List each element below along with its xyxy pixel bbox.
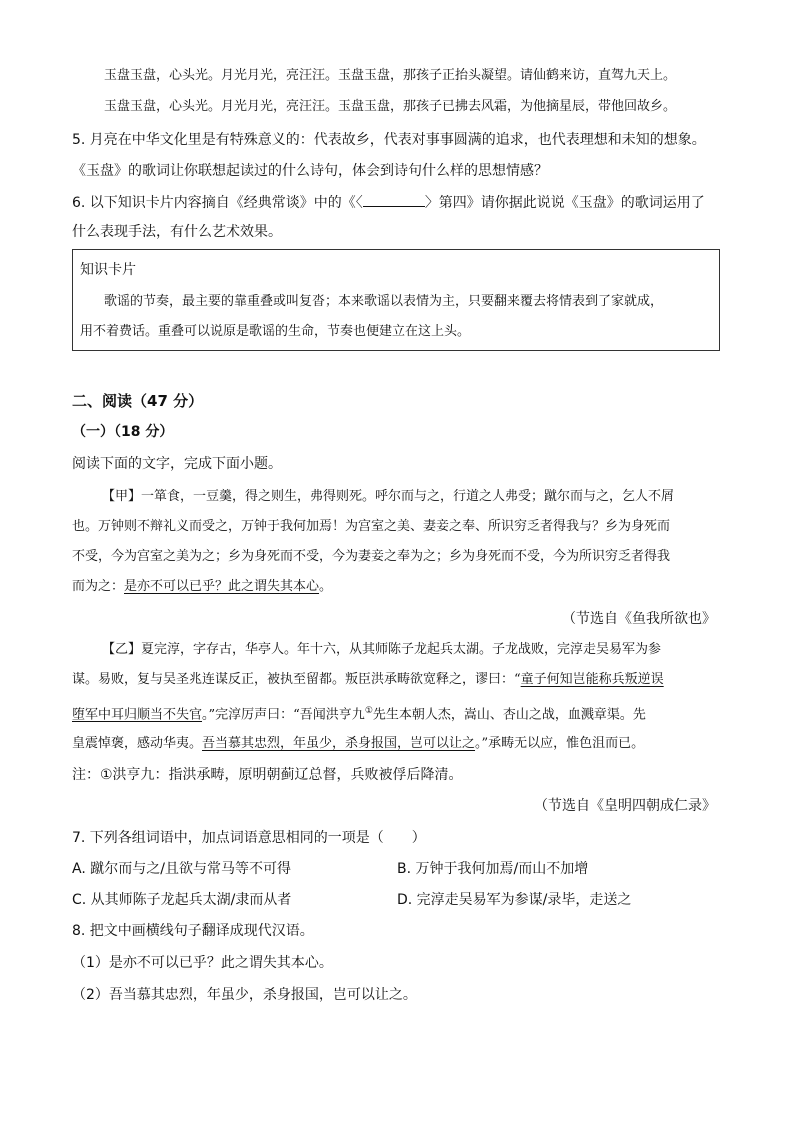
question-8-sentence-2: （2）吾当慕其忠烈，年虽少，杀身报国，岂可以让之。 <box>72 987 417 1003</box>
question-6-line-2: 什么表现手法，有什么艺术效果。 <box>72 224 282 240</box>
question-6-line-1 <box>72 192 705 213</box>
passage-yi-line-2-pre: 谋。易败，复与吴圣兆连谋反正，被执至留都。叛臣洪承畴欲宽释之，谬曰：“ <box>72 672 521 687</box>
passage-yi-line-1: 【乙】夏完淳，字存古，华亭人。年十六，从其师陈子龙起兵太湖。子龙战败，完淳走吴易军为参 <box>102 642 662 657</box>
passage-yi-line-2 <box>72 670 664 690</box>
passage-yi-line-4-pre: 皇震悼褒，感动华夷。 <box>72 736 203 751</box>
passage-jia-source: （节选自《鱼我所欲也》 <box>562 611 716 627</box>
lyrics-line-1: 玉盘玉盘，心头光。月光月光，亮汪汪。玉盘玉盘，那孩子正抬头凝望。请仙鹤来访，直驾九天上。 <box>104 68 677 83</box>
knowledge-card-line-1: 歌谣的节奏，最主要的靠重叠或叫复沓；本来歌谣以表情为主，只要翻来覆去将情表到了家就成， <box>104 294 664 309</box>
passage-yi-line-4-post: 。”承畴无以应，惟色沮而已。 <box>475 736 645 751</box>
passage-jia-line-4 <box>72 577 332 597</box>
passage-jia-line-1: 【甲】一箪食，一豆羹，得之则生，弗得则死。呼尔而与之，行道之人弗受；蹴尔而与之，乞人不屑 <box>102 489 675 504</box>
passage-yi-line-3 <box>72 701 646 725</box>
question-6-text-a: 6. 以下知识卡片内容摘自《经典常谈》中的《〈 <box>72 195 363 211</box>
knowledge-card-line-2: 用不着费话。重叠可以说原是歌谣的生命，节奏也便建立在这上头。 <box>80 324 471 339</box>
question-5-line-2: 《玉盘》的歌词让你联想起读过的什么诗句，体会到诗句什么样的思想情感？ <box>72 163 548 179</box>
passage-jia-line-2: 也。万钟则不辩礼义而受之，万钟于我何加焉！为宫室之美、妻妾之奉、所识穷乏者得我与？乡为身死而 <box>72 519 671 534</box>
footnote-marker: ① <box>364 706 373 716</box>
knowledge-card-title: 知识卡片 <box>80 262 136 278</box>
question-8-sentence-1: （1）是亦不可以已乎？此之谓失其本心。 <box>72 955 333 971</box>
passage-yi-line-3-post: 。”完淳厉声曰：“吾闻洪亨九 <box>202 707 365 723</box>
passage-jia-line-4-post: 。 <box>319 579 333 594</box>
passage-yi-underlined-c: 吾当慕其忠烈，年虽少，杀身报国，岂可以让之 <box>202 736 476 751</box>
question-7-option-b: B. 万钟于我何加焉/而山不加增 <box>397 861 589 877</box>
passage-jia-underlined-sentence: 是亦不可以已乎？此之谓失其本心 <box>124 579 320 594</box>
passage-yi-line-4 <box>72 734 644 754</box>
section-2-instruction: 阅读下面的文字，完成下面小题。 <box>72 456 282 472</box>
section-2-subheading: （一）（18 分） <box>72 424 174 440</box>
passage-yi-underlined-b: 堕军中耳归顺当不失官 <box>72 707 203 723</box>
passage-jia-line-3: 不受，今为宫室之美为之；乡为身死而不受，今为妻妾之奉为之；乡为身死而不受，今为所识穷乏者得我 <box>72 549 671 564</box>
passage-yi-source: （节选自《皇明四朝成仁录》 <box>534 798 716 814</box>
question-6-text-b: 〉第四》请你据此说说《玉盘》的歌词运用了 <box>424 195 705 211</box>
section-2-heading: 二、阅读（47 分） <box>72 392 204 410</box>
passage-yi-line-3-tail: 先生本朝人杰，嵩山、杏山之战，血溅章渠。先 <box>372 707 646 723</box>
question-6-blank <box>363 192 425 207</box>
question-7-option-a: A. 蹴尔而与之/且欲与常马等不可得 <box>72 861 291 877</box>
lyrics-line-2: 玉盘玉盘，心头光。月光月光，亮汪汪。玉盘玉盘，那孩子已拂去风霜，为他摘星辰，带他回故乡。 <box>104 99 677 114</box>
passage-yi-underlined-a: 童子何知岂能称兵叛逆误 <box>520 672 664 687</box>
question-7-stem: 7. 下列各组词语中，加点词语意思相同的一项是（ ） <box>72 830 426 846</box>
passage-jia-line-4-pre: 而为之： <box>72 579 125 594</box>
question-8-stem: 8. 把文中画横线句子翻译成现代汉语。 <box>72 923 314 939</box>
question-7-option-d: D. 完淳走吴易军为参谋/录毕，走送之 <box>397 892 632 908</box>
passage-yi-note: 注：①洪亨九：指洪承畴，原明朝蓟辽总督，兵败被俘后降清。 <box>72 767 463 783</box>
question-5-line-1: 5. 月亮在中华文化里是有特殊意义的：代表故乡，代表对事事圆满的追求，也代表理想和未知的想象。 <box>72 132 706 148</box>
question-7-option-c: C. 从其师陈子龙起兵太湖/隶而从者 <box>72 892 292 908</box>
